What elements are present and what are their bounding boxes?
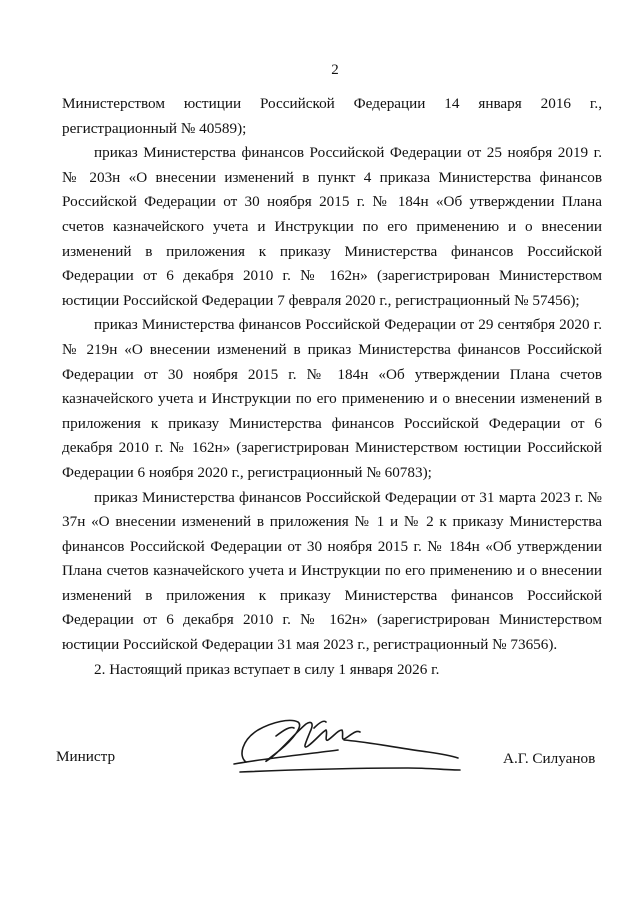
position-label: Министр <box>56 748 116 765</box>
document-body <box>62 92 602 682</box>
handwritten-signature <box>228 700 468 780</box>
page-number: 2 <box>331 62 339 78</box>
paragraph-order-219n: приказ Министерства финансов Российской Федерации от 29 сентября 2020 г. № 219н «О внесении изменений в приказ Министерства финансов Российской Федерации от 30 ноября 2015 г. № 184н «Об утверждении Плана счетов казначейского учета и Инструкции по его применению и о внесении изменений в приложения к приказу Министерства финансов Российской Федерации от 6 декабря 2010 г. № 162н» (зарегистрирован Министерством юстиции Российской Федерации 6 ноября 2020 г., регистрационный № 60783); <box>62 316 602 481</box>
paragraph-order-203n: приказ Министерства финансов Российской Федерации от 25 ноября 2019 г. № 203н «О внесении изменений в пункт 4 приказа Министерства финансов Российской Федерации от 30 ноября 2015 г. № 184н «Об утверждении Плана счетов казначейского учета и Инструкции по его применению и о внесении изменений в приложения к приказу Министерства финансов Российской Федерации от 6 декабря 2010 г. № 162н» (зарегистрирован Министерством юстиции Российской Федерации 7 февраля 2020 г., регистрационный № 57456); <box>62 144 602 309</box>
signature-block <box>0 700 640 800</box>
signer-name: А.Г. Силуанов <box>503 750 596 767</box>
paragraph-continuation: Министерством юстиции Российской Федерации 14 января 2016 г., регистрационный № 40589); <box>62 95 602 137</box>
paragraph-effective-date: 2. Настоящий приказ вступает в силу 1 января 2026 г. <box>94 660 440 678</box>
paragraph-order-37n: приказ Министерства финансов Российской Федерации от 31 марта 2023 г. № 37н «О внесении изменений в приложения № 1 и № 2 к приказу Министерства финансов Российской Федерации от 30 ноября 2015 г. № 184н «Об утверждении Плана счетов казначейского учета и Инструкции по его применению и о внесении изменений в приложения к приказу Министерства финансов Российской Федерации от 6 декабря 2010 г. № 162н» (зарегистрирован Министерством юстиции Российской Федерации 31 мая 2023 г., регистрационный № 73656). <box>62 488 602 654</box>
